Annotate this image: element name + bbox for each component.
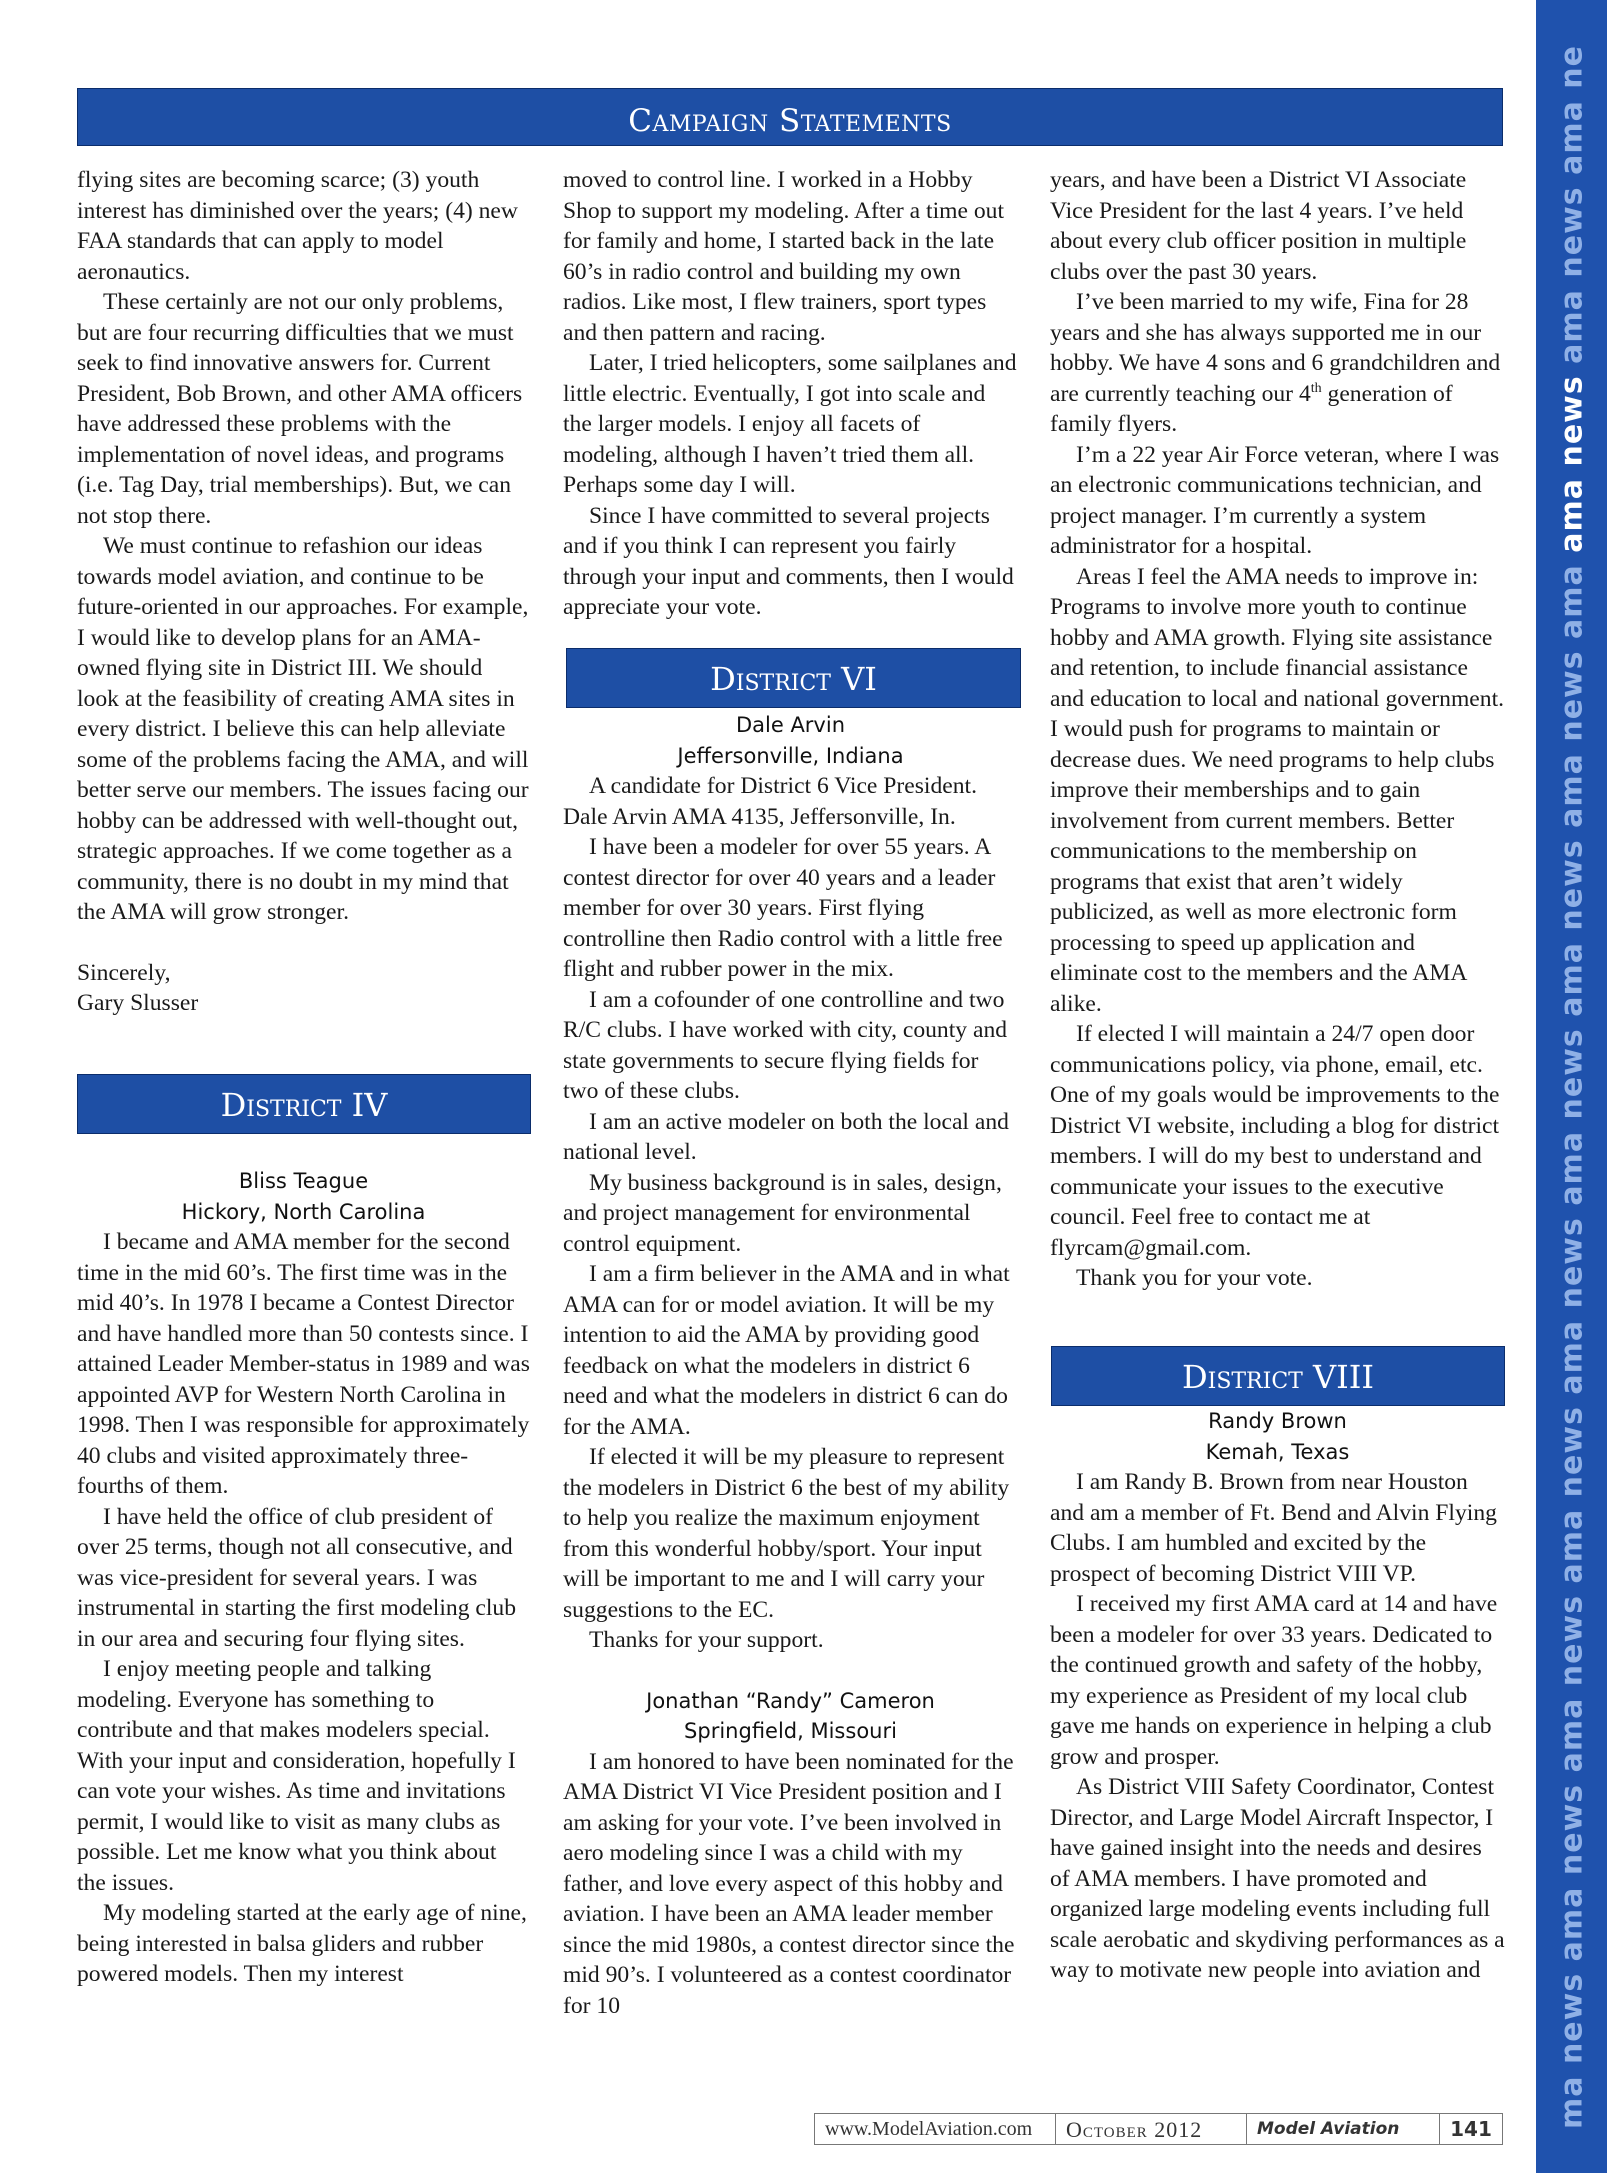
sidebar-tail-text: ama news ama ne <box>1554 44 1589 375</box>
paragraph: I am an active modeler on both the local and national level. <box>563 1108 1009 1165</box>
paragraph: If elected it will be my pleasure to represent the modelers in District 6 the best of my ability to help you realize the maximum enjoyment from this wonderful hobby/sport. Your input will be important to me and I will carry your suggestions to the EC. <box>563 1444 1010 1623</box>
sidebar-highlight: ama news <box>1554 374 1589 553</box>
paragraph: Areas I feel the AMA needs to improve in: Programs to involve more youth to continue hobby and AMA growth. Flying site assistance and retention, to include financial assistance and education to local and national government. I would push for programs to maintain or decrease dues. We need programs to help clubs improve their memberships and to gain involvement from current members. Better communications to the membership on programs that exist that aren’t widely publicized, as well as more electronic form processing to speed up application and eliminate cost to the members and the AMA alike. <box>1050 563 1505 1017</box>
paragraph: I received my first AMA card at 14 and have been a modeler for over 33 years. Dedicated to the continued growth and safety of the hobby, my experience as President of my local club gave me hands on experience in helping a club grow and prosper. <box>1050 1591 1498 1770</box>
paragraph: years, and have been a District VI Associate Vice President for the last 4 years. I’ve held about every club officer position in multiple clubs over the past 30 years. <box>1050 167 1467 285</box>
district-iv-banner: District IV <box>77 1074 531 1134</box>
page-footer <box>814 2113 1503 2145</box>
paragraph-text: generation of family flyers. <box>1050 380 1453 437</box>
paragraph: I’m a 22 year Air Force veteran, where I was an electronic communications technician, and project manager. I’m currently a system administrator for a hospital. <box>1050 441 1500 559</box>
paragraph: I am Randy B. Brown from near Houston and am a member of Ft. Bend and Alvin Flying Clubs. I am humbled and excited by the prospect of becoming District VIII VP. <box>1050 1469 1497 1587</box>
paragraph: Since I have committed to several projects and if you think I can represent you fairly through your input and comments, then I would appreciate your vote. <box>563 502 1014 620</box>
candidate-location: Kemah, Texas <box>1205 1439 1350 1464</box>
paragraph: I am honored to have been nominated for the AMA District VI Vice President position and I am asking for your vote. I’ve been involved in aero modeling since I was a child with my father, and love every aspect of this hobby and aviation. I have been an AMA leader member since the mid 1980s, a contest director since the mid 90’s. I volunteered as a contest coordinator for 10 <box>563 1748 1015 2019</box>
paragraph: A candidate for District 6 Vice President. Dale Arvin AMA 4135, Jeffersonville, In. <box>563 773 977 830</box>
candidate-name: Dale Arvin <box>735 713 846 737</box>
candidate-location: Jeffersonville, Indiana <box>677 743 904 768</box>
paragraph-text: I’ve been married to my wife, Fina for 28 years and she has always supported me in our hobby. We have 4 sons and 6 grandchildren and are currently teaching our <box>1050 289 1501 407</box>
paragraph <box>1050 287 1505 440</box>
letter-signature: Gary Slusser <box>77 990 199 1016</box>
candidate-location: Springfield, Missouri <box>684 1719 897 1743</box>
footer-url[interactable]: www.ModelAviation.com <box>825 2118 1033 2140</box>
paragraph: I have held the office of club president of over 25 terms, though not all consecutive, and was vice-president for several years. I was instrumental in starting the first modeling club in our area and securing four flying sites. <box>77 1503 517 1652</box>
paragraph: If elected I will maintain a 24/7 open door communications policy, via phone, email, etc. One of my goals would be improvements to the District VI website, including a blog for district members. I will do my best to understand and communicate your issues to the executive council. Feel free to contact me at flyrcam@gmail.com. <box>1050 1021 1500 1261</box>
ordinal-suffix: th <box>1310 380 1322 396</box>
candidate-header <box>563 710 1018 771</box>
paragraph: I am a firm believer in the AMA and in what AMA can for or model aviation. It will be my intention to aid the AMA by providing good feedback on what the modelers in district 6 need and what the modelers in district 6 can do for the AMA. <box>563 1261 1010 1440</box>
paragraph: flying sites are becoming scarce; (3) youth interest has diminished over the years; (4) new FAA standards that can apply to model aeronautics. <box>77 167 518 285</box>
letter-closing: Sincerely, <box>77 959 171 986</box>
page-number: 141 <box>1439 2114 1502 2144</box>
paragraph: Thanks for your support. <box>589 1627 824 1653</box>
paragraph: I became and AMA member for the second time in the mid 60’s. The first time was in the mid 40’s. In 1978 I became a Contest Director and have handled more than 50 contests since. I attained Leader Member-status in 1989 and was appointed AVP for Western North Carolina in 1998. Then I was responsible for approximately 40 clubs and visited approximately three-fourths of them. <box>77 1229 530 1499</box>
paragraph: Later, I tried helicopters, some sailplanes and little electric. Eventually, I got into scale and the larger models. I enjoy all facets of modeling, although I haven’t tried them all. Perhaps some day I will. <box>563 350 1017 498</box>
ama-news-sidebar <box>1536 0 1607 2173</box>
candidate-header <box>563 1686 1018 1747</box>
paragraph: These certainly are not our only problems, but are four recurring difficulties that we must seek to find innovative answers for. Current President, Bob Brown, and other AMA officers have addressed these problems with the implementation of novel ideas, and programs (i.e. Tag Day, trial memberships). But, we can not stop there. <box>77 289 523 529</box>
paragraph: As District VIII Safety Coordinator, Contest Director, and Large Model Aircraft Inspector, I have gained insight into the needs and desires of AMA members. I have promoted and organized large modeling events including full scale aerobatic and skydiving performances as a way to motivate new people into aviation and <box>1050 1774 1505 1983</box>
paragraph: We must continue to refashion our ideas towards model aviation, and continue to be future-oriented in our approaches. For example, I would like to develop plans for an AMA-owned flying site in District III. We should look at the feasibility of creating AMA sites in every district. I believe this can help alleviate some of the problems facing the AMA, and will better serve our members. The issues facing our hobby can be addressed with well-thought out, strategic approaches. If we come together as a community, there is no doubt in my mind that the AMA will grow stronger. <box>77 533 529 925</box>
section-title-banner: Campaign Statements <box>77 88 1503 146</box>
footer-magazine-name: Model Aviation <box>1246 2114 1439 2144</box>
sidebar-repeat-text: ma news ama news ama news ama news ama news ama news ama news ama news ama <box>1554 563 1589 2129</box>
candidate-name: Jonathan “Randy” Cameron <box>646 1688 935 1713</box>
candidate-name: Bliss Teague <box>238 1169 369 1193</box>
district-viii-banner: District VIII <box>1051 1346 1505 1406</box>
paragraph: Thank you for your vote. <box>1076 1265 1313 1291</box>
paragraph: I am a cofounder of one controlline and two R/C clubs. I have worked with city, county and state governments to secure flying fields for two of these clubs. <box>563 986 1008 1104</box>
paragraph: My modeling started at the early age of nine, being interested in balsa gliders and rubber powered models. Then my interest <box>77 1900 527 1987</box>
paragraph: moved to control line. I worked in a Hobby Shop to support my modeling. After a time out for family and home, I started back in the late 60’s in radio control and building my own radios. Like most, I flew trainers, sport types and then pattern and racing. <box>563 167 1005 346</box>
paragraph: My business background is in sales, design, and project management for environmental control equipment. <box>563 1169 1002 1257</box>
candidate-location: Hickory, North Carolina <box>181 1199 426 1224</box>
footer-date: October 2012 <box>1055 2114 1246 2144</box>
candidate-header <box>77 1166 530 1227</box>
ordinal-number: 4 <box>1298 380 1311 407</box>
paragraph: I enjoy meeting people and talking modeling. Everyone has something to contribute and that makes modelers special. With your input and consideration, hopefully I can vote your wishes. As time and invitations permit, I would like to visit as many clubs as possible. Let me know what you think about the issues. <box>77 1656 516 1896</box>
sidebar-text <box>1554 45 1589 2129</box>
paragraph: I have been a modeler for over 55 years. A contest director for over 40 years and a leader member for over 30 years. First flying controlline then Radio control with a little free flight and rubber power in the mix. <box>563 834 1003 982</box>
candidate-header <box>1050 1406 1505 1467</box>
candidate-name: Randy Brown <box>1208 1409 1347 1433</box>
district-vi-banner: District VI <box>566 648 1021 708</box>
